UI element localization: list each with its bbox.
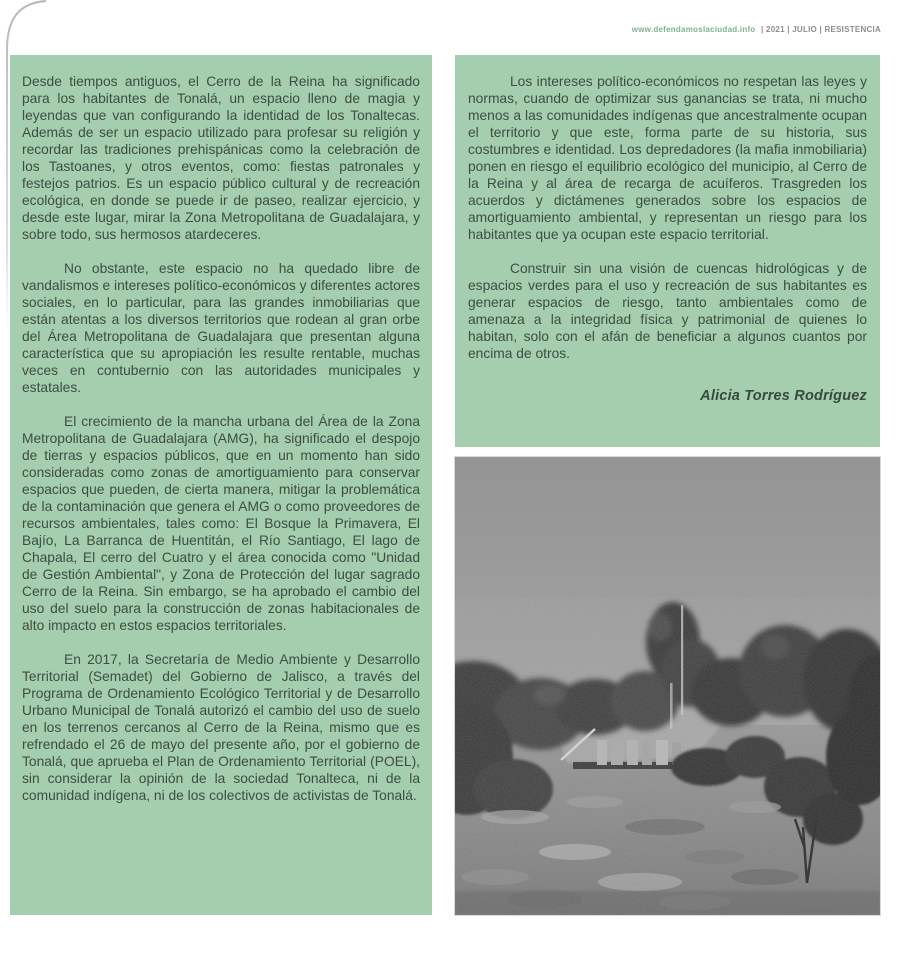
author-byline: Alicia Torres Rodríguez (700, 388, 867, 404)
paragraph-urban-growth: El crecimiento de la mancha urbana del Área de la Zona Metropolitana de Guadalajara (AMG), ha significado el despojo de tierras y espacios públicos, que en un momento han sido consideradas como zonas de amortiguamiento para conservar espacios que pueden, de cierta manera, mitigar la problemática de la contaminación que genera el AMG o como proveedores de recursos ambientales, tales como: El Bosque la Primavera, El Bajío, La Barranca de Huentitán, el Río Santiago, El lago de Chapala, El cerro del Cuatro y el área conocida como "Unidad de Gestión Ambiental", y Zona de Protección del lugar sagrado Cerro de la Reina. Sin embargo, se ha aprobado el cambio del uso del suelo para la construcción de zonas habitacionales de alto impacto en estos espacios territoriales. (22, 414, 420, 633)
paragraph-conclusion: Construir sin una visión de cuencas hidrológicas y de espacios verdes para el uso y recreación de sus habitantes es generar espacios de riesgo, tanto ambientales como de amenaza a la integridad física y patrimonial de quienes lo habitan, solo con el afán de beneficiar a algunos cuantos por encima de otros. (468, 261, 867, 361)
page-header (632, 25, 881, 34)
paragraph-political-interests: Los intereses político-económicos no respetan las leyes y normas, cuando de optimizar sus ganancias se trata, ni mucho menos a las comunidades indígenas que ancestralmente ocupan el territorio y que este, forma parte de su historia, sus costumbres e identidad. Los depredadores (la mafia inmobiliaria) ponen en riesgo el equilibrio ecológico del municipio, al Cerro de la Reina y al área de recarga de acuíferos. Trasgreden los acuerdos y dictámenes generados sobre los espacios de amortiguamiento ambiental, y representan un riesgo para los habitantes que ya ocupan este espacio territorial. (468, 74, 867, 242)
left-text-panel (10, 55, 432, 915)
issue-info: | 2021 | JULIO | RESISTENCIA (761, 25, 881, 34)
website-link[interactable]: www.defendamoslaciudad.info (631, 25, 756, 34)
paragraph-origins: Desde tiempos antiguos, el Cerro de la Reina ha significado para los habitantes de Tonalá, un espacio lleno de magia y leyendas que van configurando la identidad de los Tonaltecas. Además de ser un espacio utilizado para profesar su religión y recordar las tradiciones prehispánicas como la celebración de los Tastoanes, y otros eventos, como: fiestas patronales y festejos patrios. Es un espacio público cultural y de recreación ecológica, en donde se puede ir de paseo, realizar ejercicio, y desde este lugar, mirar la Zona Metropolitana de Guadalajara, y sobre todo, sus hermosos atardeceres. (22, 74, 420, 242)
photo-film-grain (455, 597, 880, 915)
paragraph-threats: No obstante, este espacio no ha quedado libre de vandalismos e intereses político-económicos y diferentes actores sociales, en lo particular, para las grandes inmobiliarias que están atentas a los diversos territorios que rodean al gran orbe del Área Metropolitana de Guadalajara que presentan alguna característica que su apropiación les resulte rentable, muchas veces en contubernio con las autoridades municipales y estatales. (22, 261, 421, 395)
cerro-photo (455, 457, 880, 915)
right-text-panel (455, 55, 880, 447)
paragraph-2017-decree: En 2017, la Secretaría de Medio Ambiente y Desarrollo Territorial (Semadet) del Gobierno de Jalisco, a través del Programa de Ordenamiento Ecológico Territorial y de Desarrollo Urbano Municipal de Tonalá autorizó el cambio del uso de suelo en los terrenos cercanos al Cerro de la Reina, mismo que es refrendado el 26 de mayo del presente año, por el gobierno de Tonalá, que aprueba el Plan de Ordenamiento Territorial (POEL), sin considerar la opinión de la sociedad Tonalteca, ni de la comunidad indígena, ni de los colectivos de activistas de Tonalá. (22, 652, 420, 803)
